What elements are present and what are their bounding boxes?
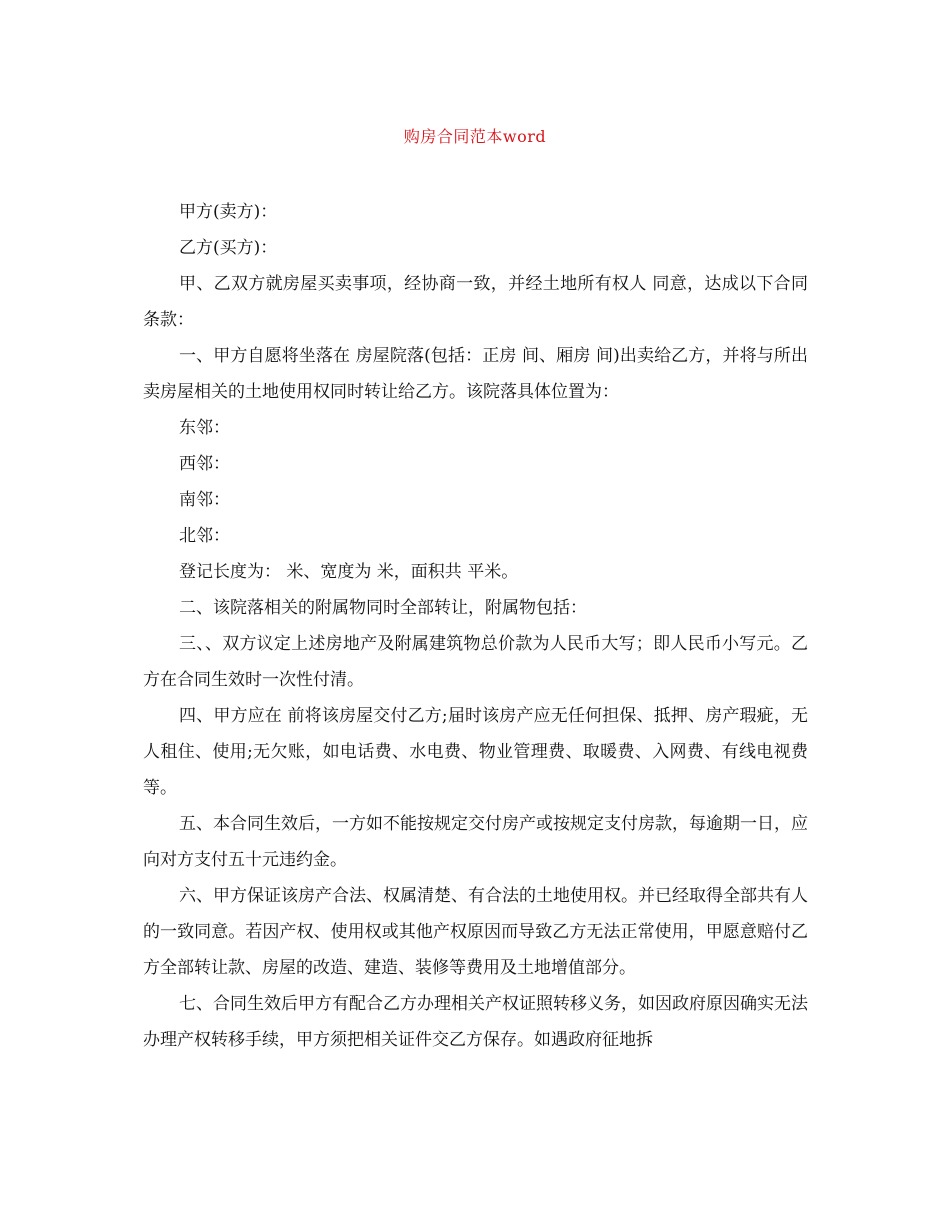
preamble-paragraph: 甲、乙双方就房屋买卖事项，经协商一致，并经土地所有权人 同意，达成以下合同条款： <box>143 274 808 330</box>
east-neighbor-line: 东邻： <box>179 418 230 438</box>
clause-4-paragraph: 四、甲方应在 前将该房屋交付乙方;届时该房产应无任何担保、抵押、房产瑕疵，无人租住、使用;无欠账，如电话费、水电费、物业管理费、取暖费、入网费、有线电视费等。 <box>143 706 808 798</box>
clause-3-paragraph: 三、、双方议定上述房地产及附属建筑物总价款为人民币大写；即人民币小写元。乙方在合同生效时一次性付清。 <box>143 634 808 690</box>
clause-5-paragraph: 五、本合同生效后，一方如不能按规定交付房产或按规定支付房款，每逾期一日，应向对方支付五十元违约金。 <box>143 814 808 870</box>
north-neighbor-line: 北邻： <box>179 526 230 546</box>
clause-2-paragraph: 二、该院落相关的附属物同时全部转让，附属物包括： <box>179 598 587 618</box>
west-neighbor-line: 西邻： <box>179 454 230 474</box>
party-b-line: 乙方(买方)： <box>179 238 278 258</box>
party-a-line: 甲方(卖方)： <box>179 202 278 222</box>
clause-7-paragraph: 七、合同生效后甲方有配合乙方办理相关产权证照转移义务，如因政府原因确实无法办理产权转移手续，甲方须把相关证件交乙方保存。如遇政府征地拆 <box>143 994 808 1050</box>
clause-1-paragraph: 一、甲方自愿将坐落在 房屋院落(包括：正房 间、厢房 间)出卖给乙方，并将与所出卖房屋相关的土地使用权同时转让给乙方。该院落具体位置为： <box>143 346 808 402</box>
clause-6-paragraph: 六、甲方保证该房产合法、权属清楚、有合法的土地使用权。并已经取得全部共有人的一致同意。若因产权、使用权或其他产权原因而导致乙方无法正常使用，甲愿意赔付乙方全部转让款、房屋的改造、建造、装修等费用及土地增值部分。 <box>143 886 808 978</box>
south-neighbor-line: 南邻： <box>179 490 230 510</box>
document-title: 购房合同范本word <box>403 127 547 146</box>
dimensions-line: 登记长度为： 米、宽度为 米，面积共 平米。 <box>179 562 519 582</box>
document-body <box>143 194 808 1058</box>
